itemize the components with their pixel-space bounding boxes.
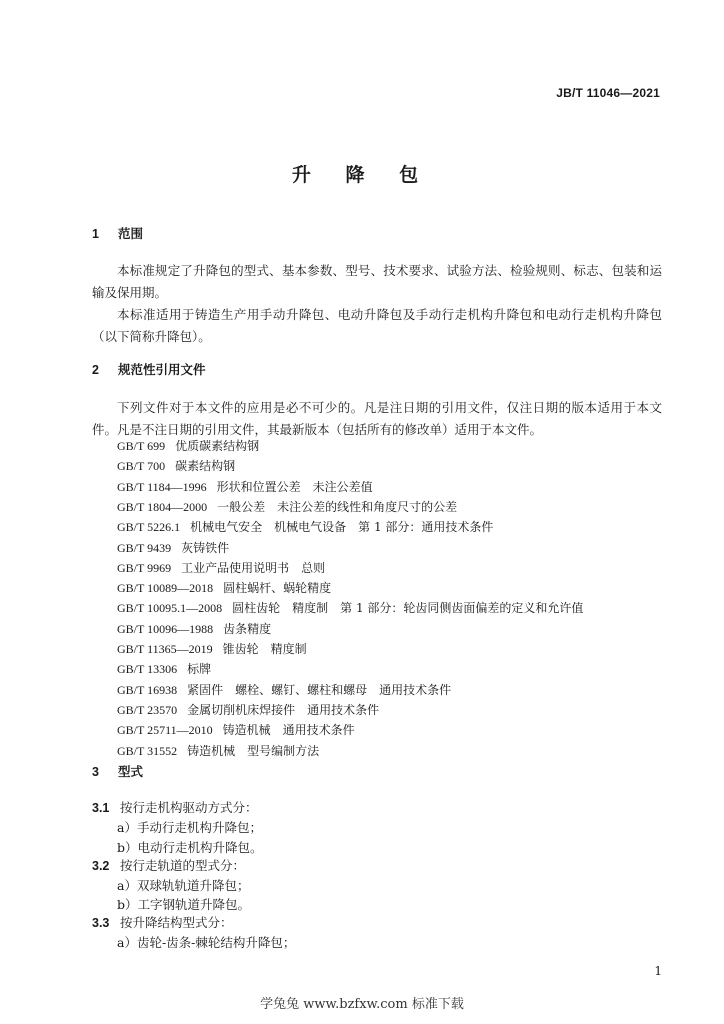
reference-item (117, 701, 379, 718)
section-number: 3 (92, 765, 99, 779)
document-title: 升 降 包 (291, 164, 433, 186)
reference-code: GB/T 1804—2000 (117, 499, 208, 514)
reference-code: GB/T 10095.1—2008 (117, 601, 223, 616)
clause-3-3 (92, 913, 233, 931)
section-1-paragraph-1: 本标准规定了升降包的型式、基本参数、型号、技术要求、试验方法、检验规则、标志、包装和运输及保用期。 (92, 263, 662, 300)
reference-code: GB/T 25711—2010 (117, 723, 213, 738)
clause-number: 3.2 (92, 859, 110, 873)
section-number: 2 (92, 363, 99, 377)
section-1-paragraph-2: 本标准适用于铸造生产用手动升降包、电动升降包及手动行走机构升降包和电动行走机构升降包（以下简称升降包）。 (92, 307, 662, 344)
footer-watermark: 学兔兔 www.bzfxw.com 标准下载 (260, 997, 464, 1012)
clause-number: 3.1 (92, 801, 110, 815)
reference-code: GB/T 11365—2019 (117, 642, 213, 656)
reference-code: GB/T 699 (117, 439, 166, 453)
reference-code: GB/T 700 (117, 459, 166, 474)
reference-item (117, 640, 307, 657)
reference-name: 锥齿轮 精度制 (222, 642, 307, 656)
reference-name: 金属切削机床焊接件 通用技术条件 (187, 702, 380, 717)
reference-code: GB/T 16938 (117, 682, 178, 697)
reference-item (117, 579, 331, 596)
section-title: 规范性引用文件 (118, 362, 206, 377)
reference-name: 圆柱蜗杆、蜗轮精度 (223, 581, 332, 596)
reference-code: GB/T 9969 (117, 560, 172, 575)
reference-name: 形状和位置公差 未注公差值 (216, 479, 373, 494)
reference-code: GB/T 31552 (117, 743, 178, 758)
section-title: 范围 (118, 226, 144, 241)
reference-name: 一般公差 未注公差的线性和角度尺寸的公差 (217, 499, 458, 514)
reference-name: 铸造机械 通用技术条件 (222, 723, 355, 738)
reference-code: GB/T 9439 (117, 540, 172, 555)
section-number: 1 (92, 227, 99, 241)
reference-name: 标牌 (187, 662, 212, 677)
reference-name: 齿条精度 (223, 621, 272, 636)
reference-item (117, 478, 373, 495)
clause-3-1 (92, 798, 258, 816)
section-2-paragraph-1: 下列文件对于本文件的应用是必不可少的。凡是注日期的引用文件，仅注日期的版本适用于本文件。凡是不注日期的引用文件，其最新版本（包括所有的修改单）适用于本文件。 (92, 400, 662, 437)
reference-item (117, 518, 493, 535)
reference-name: 碳素结构钢 (175, 459, 236, 474)
clause-text: 按升降结构型式分： (120, 915, 233, 930)
document-code: JB/T 11046—2021 (556, 86, 660, 100)
list-item: b）电动行走机构升降包。 (117, 840, 263, 855)
reference-item (117, 660, 211, 677)
clause-text: 按行走轨道的型式分： (120, 858, 246, 873)
reference-name: 圆柱齿轮 精度制 第 1 部分：轮齿同侧齿面偏差的定义和允许值 (232, 601, 584, 616)
reference-item (117, 559, 325, 576)
section-3-heading (92, 762, 143, 780)
reference-item (117, 437, 259, 454)
clause-3-2 (92, 856, 245, 874)
reference-code: GB/T 1184—1996 (117, 479, 207, 494)
reference-code: GB/T 13306 (117, 662, 178, 677)
reference-code: GB/T 23570 (117, 702, 178, 717)
reference-item (117, 620, 271, 637)
list-item: a）双球轨轨道升降包； (117, 878, 250, 893)
section-1-heading (92, 224, 143, 242)
reference-name: 铸造机械 型号编制方法 (187, 743, 320, 758)
reference-name: 紧固件 螺栓、螺钉、螺柱和螺母 通用技术条件 (187, 682, 452, 697)
reference-item (117, 539, 229, 556)
reference-name: 工业产品使用说明书 总则 (181, 560, 326, 575)
clause-number: 3.3 (92, 916, 110, 930)
list-item: a）手动行走机构升降包； (117, 820, 262, 835)
list-item: a）齿轮-齿条-棘轮结构升降包； (117, 935, 296, 950)
reference-item (117, 457, 235, 474)
section-2-heading (92, 360, 206, 378)
reference-code: GB/T 10096—1988 (117, 621, 214, 636)
section-title: 型式 (118, 764, 144, 779)
reference-name: 机械电气安全 机械电气设备 第 1 部分：通用技术条件 (190, 520, 494, 535)
list-item: b）工字钢轨道升降包。 (117, 897, 251, 912)
reference-code: GB/T 10089—2018 (117, 581, 214, 596)
page-number: 1 (654, 964, 662, 978)
reference-item (117, 599, 583, 616)
reference-item (117, 681, 451, 698)
clause-text: 按行走机构驱动方式分： (120, 800, 258, 815)
reference-name: 优质碳素结构钢 (175, 439, 260, 453)
reference-code: GB/T 5226.1 (117, 520, 181, 535)
reference-item (117, 721, 355, 738)
reference-item (117, 742, 319, 759)
reference-name: 灰铸铁件 (181, 540, 230, 555)
reference-item (117, 498, 457, 515)
